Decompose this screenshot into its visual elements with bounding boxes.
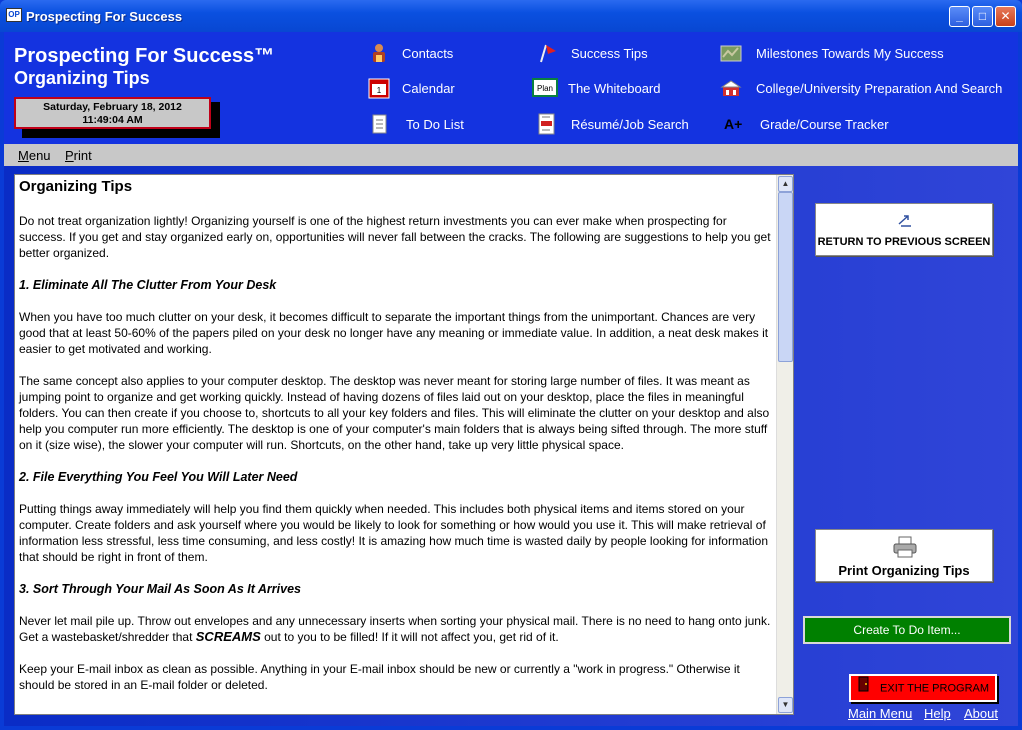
nav-label: Grade/Course Tracker: [760, 116, 889, 132]
exit-program-button[interactable]: [849, 674, 997, 702]
date-time-display: [14, 97, 211, 129]
create-todo-item-button[interactable]: Create To Do Item...: [803, 616, 1011, 644]
nav-label: Calendar: [402, 80, 455, 96]
nav-grade-tracker[interactable]: [724, 113, 889, 135]
whiteboard-icon: [532, 77, 558, 99]
main-area: [4, 166, 1018, 726]
menu-item-print-rest: rint: [73, 148, 92, 163]
map-icon: [720, 42, 742, 64]
title-bar: [0, 0, 1022, 32]
time-text: 11:49:04 AM: [82, 114, 143, 126]
about-link[interactable]: About: [964, 706, 998, 721]
return-icon: [896, 212, 914, 233]
content-title: Organizing Tips: [19, 178, 133, 195]
menu-item-menu-rest: enu: [28, 148, 51, 163]
main-menu-link[interactable]: Main Menu: [848, 706, 913, 721]
app-title: Prospecting For Success™: [14, 45, 275, 67]
return-button-label: RETURN TO PREVIOUS SCREEN: [817, 236, 991, 248]
nav-label: To Do List: [406, 116, 464, 132]
vertical-scrollbar[interactable]: [776, 175, 793, 714]
tips-text-panel[interactable]: [14, 174, 794, 715]
paragraph-part: Never let mail pile up. Throw out envelopes and any unnecessary inserts when sorting your physical mail. There is no need to hang onto junk. Get a wastebasket/shredder that: [19, 614, 771, 644]
nav-college[interactable]: [720, 77, 1002, 99]
calendar-icon: [368, 77, 390, 99]
nav-whiteboard[interactable]: [532, 77, 661, 99]
menu-mnemonic: M: [18, 148, 29, 163]
scroll-up-arrow-icon[interactable]: ▲: [778, 176, 793, 192]
scroll-down-arrow-icon[interactable]: ▼: [778, 697, 793, 713]
whiteboard-badge: Plan: [536, 84, 554, 93]
menu-item-menu[interactable]: [18, 148, 51, 163]
flag-icon: [536, 42, 558, 64]
minimize-button[interactable]: _: [949, 6, 970, 27]
window-title: Prospecting For Success: [26, 9, 183, 24]
nav-label: Contacts: [402, 45, 454, 61]
page-title: Organizing Tips: [14, 68, 150, 88]
nav-resume-job-search[interactable]: [535, 113, 689, 135]
grade-icon: A+: [724, 116, 743, 132]
menu-bar: [4, 144, 1018, 166]
todo-list-icon: [368, 113, 390, 135]
tips-text: [19, 179, 773, 709]
exit-door-icon: [857, 676, 871, 701]
close-button[interactable]: ✕: [995, 6, 1016, 27]
return-to-previous-screen-button[interactable]: [815, 203, 993, 256]
nav-milestones[interactable]: [720, 42, 944, 64]
paragraph-part: out to you to be filled! If it will not affect you, get rid of it.: [260, 630, 559, 644]
date-text: Saturday, February 18, 2012: [43, 101, 182, 113]
nav-label: Résumé/Job Search: [571, 116, 689, 132]
college-icon: [720, 77, 742, 99]
paragraph: Keep your E-mail inbox as clean as possible. Anything in your E-mail inbox should be new or currently a "work in progress." Otherwise it should be stored in an E-mail folder or deleted.: [19, 662, 740, 692]
intro-paragraph: Do not treat organization lightly! Organizing yourself is one of the highest return investments you can ever make when prospecting for success. If you get and stay organized early on, opportunities will never fall between the cracks. The following are suggestions to help you get better organized.: [19, 214, 771, 260]
print-organizing-tips-button[interactable]: [815, 529, 993, 582]
section-heading: 1. Eliminate All The Clutter From Your Desk: [19, 278, 277, 292]
nav-label: Success Tips: [571, 45, 648, 61]
nav-contacts[interactable]: [368, 42, 453, 64]
paragraph: Putting things away immediately will help you find them quickly when needed. This includes both physical items and items stored on your computer. Create folders and ask yourself where you would be likely to look for something or how would you use it. This will make retrieval of information less stressful, less time consuming, and less costly! It is amazing how much time is wasted daily by people looking for information that should be right in front of them.: [19, 502, 768, 564]
maximize-button[interactable]: □: [972, 6, 993, 27]
svg-text:1: 1: [376, 86, 382, 95]
nav-todo-list[interactable]: [368, 113, 464, 135]
scroll-thumb[interactable]: [778, 192, 793, 362]
section-heading: 3. Sort Through Your Mail As Soon As It Arrives: [19, 582, 301, 596]
paragraph: [19, 613, 773, 645]
contacts-icon: [368, 42, 390, 64]
app-icon: OP: [6, 8, 22, 22]
print-button-label: Print Organizing Tips: [838, 563, 970, 578]
printer-icon: [892, 535, 918, 564]
section-heading: 2. File Everything You Feel You Will Later Need: [19, 470, 298, 484]
nav-label: College/University Preparation And Search: [756, 80, 1003, 96]
exit-button-label: EXIT THE PROGRAM: [880, 682, 990, 695]
nav-success-tips[interactable]: [536, 42, 648, 64]
menu-item-print[interactable]: [65, 148, 92, 163]
nav-label: The Whiteboard: [568, 80, 661, 96]
nav-label: Milestones Towards My Success: [756, 45, 944, 61]
paragraph: The same concept also applies to your computer desktop. The desktop was never meant for storing large number of files. It was meant as jumping point to organize and get working quickly. Instead of having dozens of files laid out on your desktop, place the files in meaningful folders. You can then create if you choose to, shortcuts to all your key folders and files. This will eliminate the clutter on your desktop and also help you computer run more efficiently. The desktop is one of your computer's main folders that is always being sifted through. The more stuff on it (size wise), the slower your computer will run. Shortcuts, on the other hand, take up very little physical space.: [19, 374, 770, 452]
paragraph: When you have too much clutter on your desk, it becomes difficult to separate the important things from the unimportant. Chances are very good that at least 50-60% of the papers piled on your desk no longer have any meaning or immediate value. In addition, a neat desk makes it easier to get motivated and working.: [19, 310, 769, 356]
resume-icon: [535, 113, 557, 135]
print-mnemonic: P: [65, 148, 74, 163]
help-link[interactable]: Help: [924, 706, 951, 721]
emphasis-text: SCREAMS: [195, 629, 261, 644]
header: [4, 32, 1018, 144]
nav-calendar[interactable]: [368, 77, 455, 99]
